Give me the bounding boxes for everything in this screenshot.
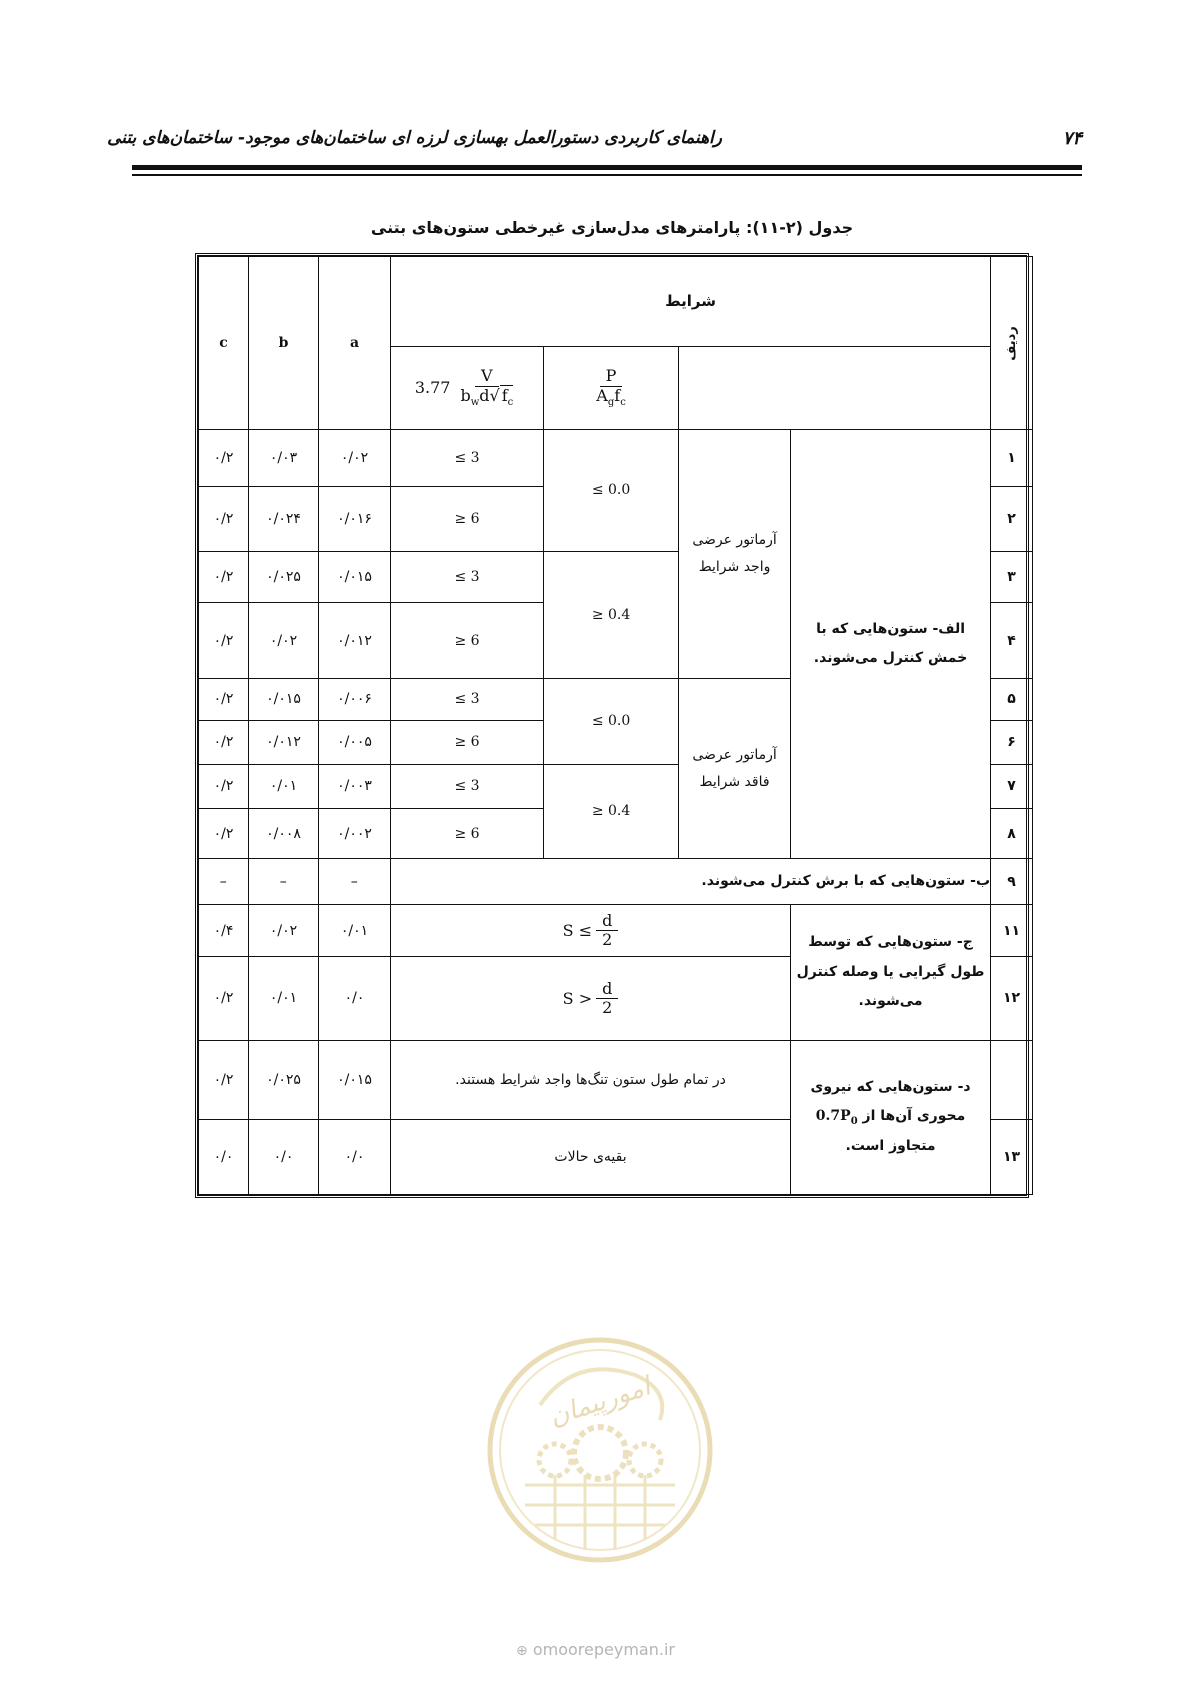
row-number: ۸ [991,809,1033,859]
watermark-site [0,1640,1191,1659]
modeling-parameters-table [198,256,1033,1195]
load-limit-cell: ≥ 0.4 [544,764,679,859]
shear-limit-cell: ≥ 6 [391,487,544,552]
table-frame [195,253,1029,1198]
value-c: ۰/۲ [199,764,249,809]
value-b: ۰/۰۱ [249,764,319,809]
header-conditions-label: شرایط [665,292,716,311]
row-number: ۴ [991,602,1033,678]
value-b: ۰/۰۳ [249,430,319,487]
header-rule-thin [132,174,1082,176]
table-row [199,859,1033,905]
row-number: ۲ [991,487,1033,552]
load-limit-cell: ≤ 0.0 [544,430,679,552]
shear-limit-cell: ≤ 3 [391,551,544,602]
value-a: ۰/۰۱۵ [319,1040,391,1119]
transverse-nonconforming: آرماتور عرضی فاقد شرایط [679,679,791,859]
row-number: ۹ [991,859,1033,905]
header-axial-load-ratio [544,346,679,429]
row-number: ۱۱ [991,905,1033,957]
value-a: – [319,859,391,905]
value-c: ۰/۲ [199,602,249,678]
value-a: ۰/۰۱۵ [319,551,391,602]
group-c-label: ج- ستون‌هایی که توسط طول گیرایی یا وصله کنترل می‌شوند. [791,905,991,1040]
page-number: ۷۴ [1062,128,1082,149]
seal-text: امورپیمان [545,1371,655,1433]
row-number: ۵ [991,679,1033,721]
stirrup-condition-cell: در تمام طول ستون تنگ‌ها واجد شرایط هستند. [391,1040,791,1119]
header-row-number [991,257,1033,430]
shear-limit-cell: ≤ 3 [391,764,544,809]
row-number [991,1040,1033,1119]
value-b: ۰/۰۲۵ [249,551,319,602]
value-b: – [249,859,319,905]
value-c: ۰/۲ [199,430,249,487]
value-c: ۰/۰ [199,1119,249,1194]
header-c: c [199,257,249,430]
watermark-seal [485,1335,715,1565]
shear-formula: 3.77 $\frac{V}{b_wd√ f_c}$ [414,366,514,408]
value-b: ۰/۰۲۵ [249,1040,319,1119]
value-c: ۰/۲ [199,487,249,552]
value-c: ۰/۴ [199,905,249,957]
shear-limit-cell: ≥ 6 [391,602,544,678]
table-row [199,430,1033,487]
table-row [199,1040,1033,1119]
axial-load-formula: $\frac{P}{A_gf_c}$ [596,366,626,408]
value-c: ۰/۲ [199,679,249,721]
row-number: ۳ [991,551,1033,602]
load-limit-cell: ≤ 0.0 [544,679,679,764]
other-cases-cell: بقیه‌ی حالات [391,1119,791,1194]
shear-limit-cell: ≥ 6 [391,720,544,764]
shear-limit-cell: ≥ 6 [391,809,544,859]
header-shear-ratio [391,346,544,429]
table-caption: جدول (۲-۱۱): پارامترهای مدل‌سازی غیرخطی ستون‌های بتنی [370,218,854,237]
value-b: ۰/۰ [249,1119,319,1194]
row-number: ۱ [991,430,1033,487]
spacing-gt-formula: S > $\frac{d}{2}$ [563,980,619,1018]
value-b: ۰/۰۱۲ [249,720,319,764]
group-b-label: ب- ستون‌هایی که با برش کنترل می‌شوند. [391,859,991,905]
load-limit-cell: ≥ 0.4 [544,551,679,678]
value-c: ۰/۲ [199,957,249,1040]
spacing-le-formula: S ≤ $\frac{d}{2}$ [563,912,619,950]
value-c: ۰/۲ [199,551,249,602]
value-c: – [199,859,249,905]
globe-icon: ⊕ [516,1643,528,1659]
group-d-label: د- ستون‌هایی که نیروی محوری آن‌ها از $0.7P_0$ متجاوز است. [791,1040,991,1194]
value-b: ۰/۰۱ [249,957,319,1040]
spacing-condition-cell [391,905,791,957]
value-b: ۰/۰۲ [249,905,319,957]
value-c: ۰/۲ [199,809,249,859]
value-c: ۰/۲ [199,1040,249,1119]
value-a: ۰/۰۲ [319,430,391,487]
row-number: ۱۲ [991,957,1033,1040]
group-a-label: الف- ستون‌هایی که با خمش کنترل می‌شوند. [791,430,991,859]
table-row [199,905,1033,957]
transverse-conforming: آرماتور عرضی واجد شرایط [679,430,791,679]
row-number: ۱۳ [991,1119,1033,1194]
value-a: ۰/۰۰۶ [319,679,391,721]
value-a: ۰/۰۰۲ [319,809,391,859]
header-rule-thick [132,165,1082,170]
header-row-number-label: ردیف [1004,326,1020,361]
value-a: ۰/۰۱۶ [319,487,391,552]
value-b: ۰/۰۰۸ [249,809,319,859]
value-a: ۰/۰۰۵ [319,720,391,764]
table-header-row [199,257,1033,347]
header-a: a [319,257,391,430]
value-a: ۰/۰۰۳ [319,764,391,809]
shear-limit-cell: ≤ 3 [391,679,544,721]
header-title: راهنمای کاربردی دستورالعمل بهسازی لرزه ای ساختمان‌های موجود- ساختمان‌های بتنی [107,128,722,148]
row-number: ۷ [991,764,1033,809]
value-b: ۰/۰۲ [249,602,319,678]
value-a: ۰/۰ [319,1119,391,1194]
value-a: ۰/۰ [319,957,391,1040]
value-a: ۰/۰۱۲ [319,602,391,678]
header-b: b [249,257,319,430]
value-c: ۰/۲ [199,720,249,764]
watermark-site-text: omoorepeyman.ir [532,1640,675,1659]
row-number: ۶ [991,720,1033,764]
page-header [107,128,1082,158]
header-blank [679,346,991,429]
value-b: ۰/۰۲۴ [249,487,319,552]
spacing-condition-cell [391,957,791,1040]
shear-limit-cell: ≤ 3 [391,430,544,487]
value-a: ۰/۰۱ [319,905,391,957]
header-conditions [391,257,991,347]
value-b: ۰/۰۱۵ [249,679,319,721]
